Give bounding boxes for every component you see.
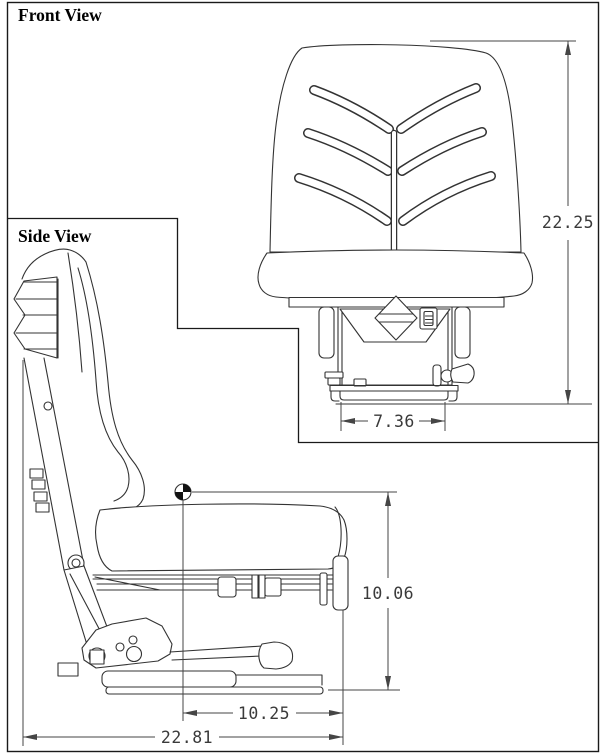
rail-slider [102, 671, 236, 687]
seat-height-value: 10.06 [361, 584, 415, 603]
ratchet-tooth [32, 480, 45, 489]
rod-ring [252, 575, 258, 598]
side-base-rails [102, 671, 323, 694]
side-seat-cushion [93, 504, 347, 579]
overall-height-value: 22.25 [541, 213, 595, 232]
front-view-title: Front View [18, 5, 102, 25]
rod-sleeve [265, 578, 281, 596]
tilt-mechanism [58, 555, 172, 676]
adjuster-pin [433, 365, 441, 386]
bracket-foot [58, 663, 78, 676]
rod-cylinder [218, 577, 236, 597]
front-seat-cushion [258, 250, 533, 300]
rod-end-plate [333, 556, 348, 610]
ratchet-tooth [30, 469, 43, 478]
dimension-base-rail-width [341, 402, 445, 431]
ratchet-tooth [36, 503, 49, 512]
front-suspension [319, 296, 474, 386]
ratchet-tooth [34, 492, 47, 501]
front-left-leg [319, 307, 334, 358]
sip-to-front-value: 10.25 [237, 704, 291, 723]
left-bolt-nut [328, 378, 340, 385]
bracket-tab [90, 650, 104, 664]
front-right-leg [455, 307, 470, 358]
adjuster-handle [451, 364, 474, 383]
backrest-bellows [14, 277, 57, 358]
overall-length-value: 22.81 [160, 728, 214, 747]
front-view-drawing [258, 41, 594, 431]
front-base-rail [330, 386, 458, 405]
sip-marker-icon [175, 484, 191, 500]
base-rail-width-value: 7.36 [373, 412, 415, 431]
left-bolt [325, 372, 343, 378]
rod-flange [320, 573, 327, 605]
tilt-lever [170, 642, 293, 669]
side-view-title: Side View [18, 226, 92, 246]
lever-knob [259, 642, 293, 669]
back-bolt [44, 402, 52, 410]
lower-rail [106, 687, 323, 694]
rod-ring [259, 575, 265, 598]
